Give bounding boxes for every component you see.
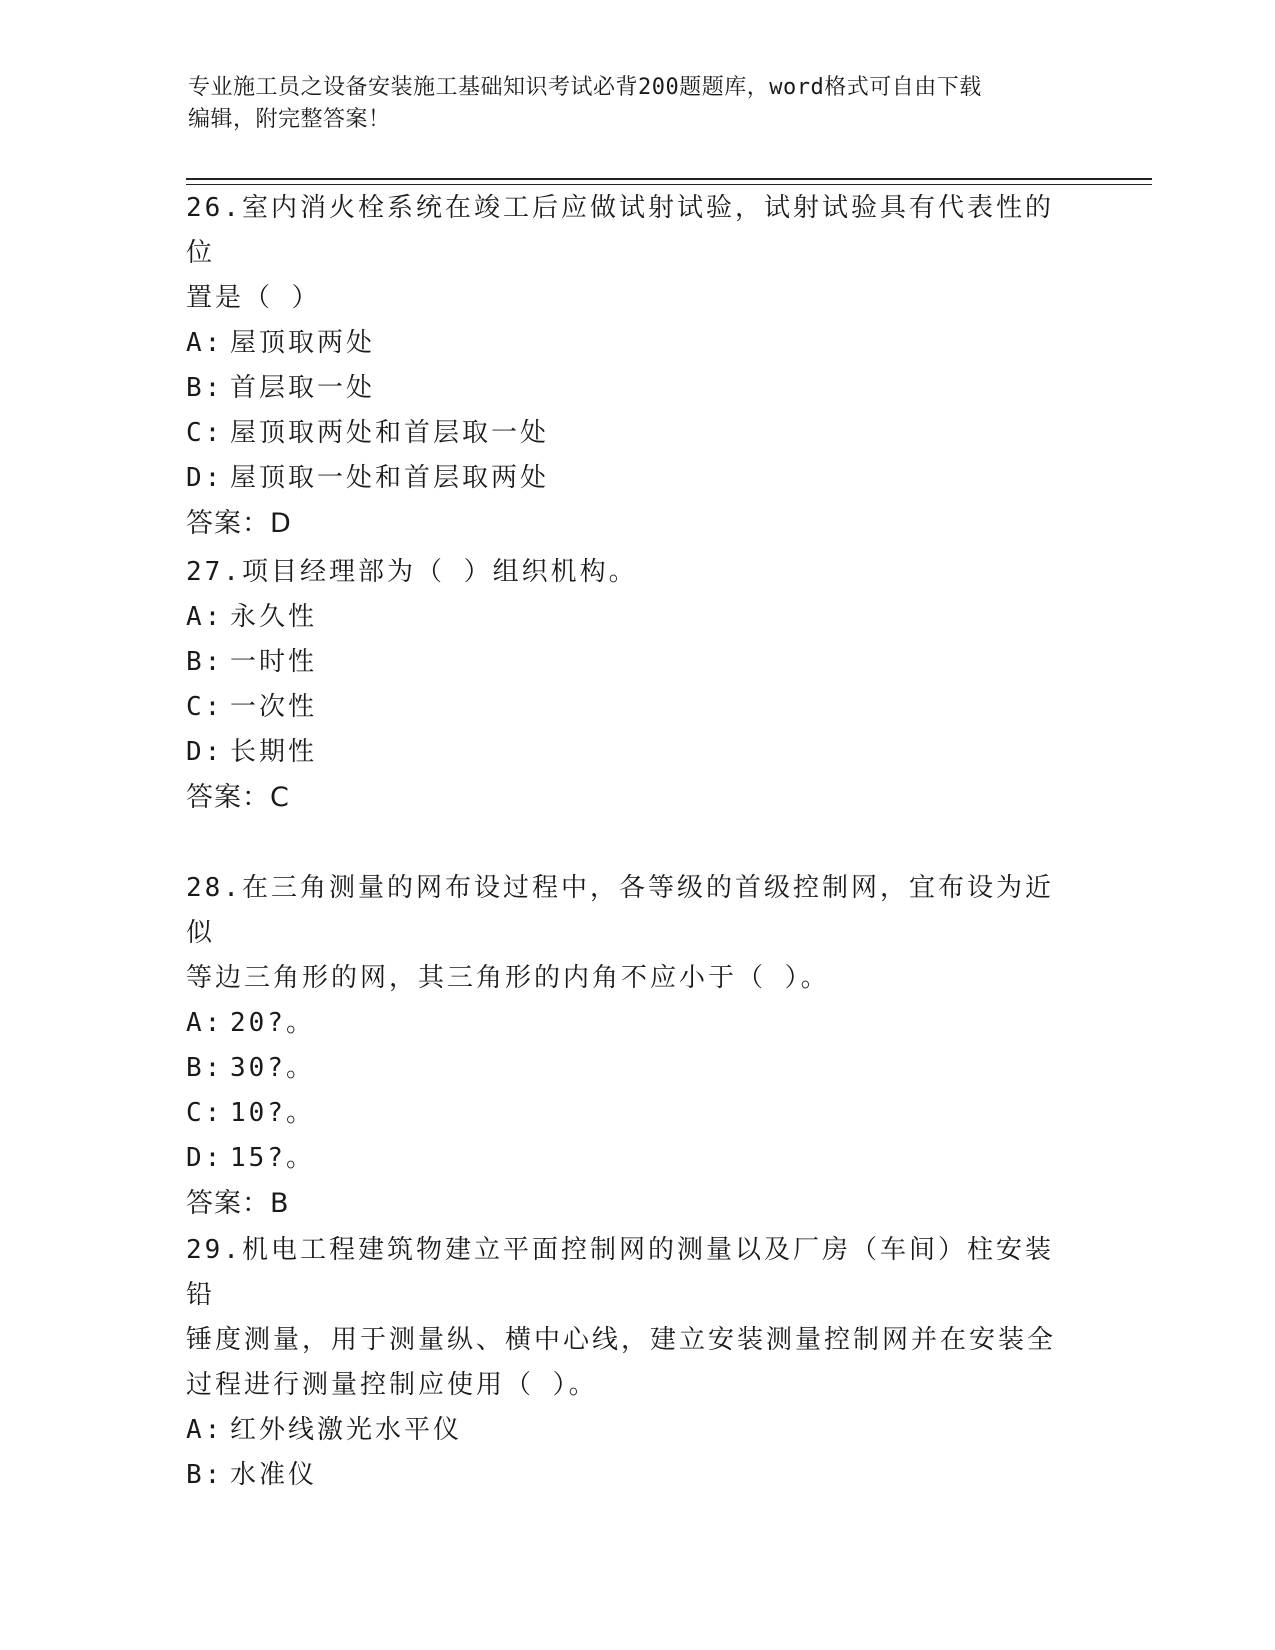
question-stem-line: 锤度测量，用于测量纵、横中心线，建立安装测量控制网并在安装全 bbox=[186, 1325, 1057, 1355]
option-key: A: bbox=[186, 602, 224, 632]
option-text: 20?。 bbox=[230, 1008, 315, 1038]
option-text: 一时性 bbox=[230, 647, 318, 677]
answer-line: 答案：C bbox=[186, 782, 290, 813]
option-text: 红外线激光水平仪 bbox=[230, 1415, 463, 1445]
option-text: 屋顶取两处和首层取一处 bbox=[230, 418, 550, 448]
option-b bbox=[186, 1453, 1076, 1498]
header-rule-thick bbox=[186, 178, 1152, 180]
question-27 bbox=[186, 550, 1076, 820]
option-text: 水准仪 bbox=[230, 1460, 318, 1490]
question-stem-line: 29.机电工程建筑物建立平面控制网的测量以及厂房（车间）柱安装铅 bbox=[186, 1235, 1054, 1310]
option-key: C: bbox=[186, 418, 224, 448]
option-key: A: bbox=[186, 1008, 224, 1038]
option-d bbox=[186, 1136, 1076, 1181]
option-key: A: bbox=[186, 1415, 224, 1445]
option-a bbox=[186, 1408, 1076, 1453]
option-key: B: bbox=[186, 1053, 224, 1083]
question-stem-line: 27.项目经理部为（ ）组织机构。 bbox=[186, 557, 638, 587]
option-text: 15?。 bbox=[230, 1143, 315, 1173]
answer-line: 答案：D bbox=[186, 508, 292, 539]
option-key: C: bbox=[186, 692, 224, 722]
question-28 bbox=[186, 866, 1076, 1226]
question-stem-line: 等边三角形的网，其三角形的内角不应小于（ ）。 bbox=[186, 963, 830, 993]
option-a bbox=[186, 1001, 1076, 1046]
option-key: A: bbox=[186, 328, 224, 358]
option-c bbox=[186, 685, 1076, 730]
option-text: 屋顶取一处和首层取两处 bbox=[230, 463, 550, 493]
header-line-1: 专业施工员之设备安装施工基础知识考试必背200题题库，word格式可自由下载 bbox=[188, 75, 982, 100]
option-text: 一次性 bbox=[230, 692, 318, 722]
answer-line: 答案：B bbox=[186, 1188, 290, 1219]
option-text: 永久性 bbox=[230, 602, 318, 632]
option-key: D: bbox=[186, 463, 224, 493]
option-key: D: bbox=[186, 1143, 224, 1173]
option-text: 屋顶取两处 bbox=[230, 328, 376, 358]
option-text: 长期性 bbox=[230, 737, 318, 767]
header-line-2: 编辑，附完整答案！ bbox=[188, 107, 391, 132]
option-text: 首层取一处 bbox=[230, 373, 376, 403]
option-key: B: bbox=[186, 373, 224, 403]
option-b bbox=[186, 1046, 1076, 1091]
document-header bbox=[188, 72, 1068, 136]
option-b bbox=[186, 640, 1076, 685]
option-b bbox=[186, 366, 1076, 411]
option-key: B: bbox=[186, 647, 224, 677]
question-stem-line: 置是（ ） bbox=[186, 283, 321, 313]
question-stem-line: 28.在三角测量的网布设过程中，各等级的首级控制网，宜布设为近似 bbox=[186, 873, 1054, 948]
option-c bbox=[186, 411, 1076, 456]
option-a bbox=[186, 321, 1076, 366]
question-26 bbox=[186, 186, 1076, 546]
option-key: B: bbox=[186, 1460, 224, 1490]
question-stem-line: 过程进行测量控制应使用（ ）。 bbox=[186, 1370, 598, 1400]
option-d bbox=[186, 456, 1076, 501]
option-key: C: bbox=[186, 1098, 224, 1128]
question-29 bbox=[186, 1228, 1076, 1498]
option-text: 10?。 bbox=[230, 1098, 315, 1128]
header-rule-thin bbox=[186, 184, 1152, 185]
option-key: D: bbox=[186, 737, 224, 767]
option-d bbox=[186, 730, 1076, 775]
option-c bbox=[186, 1091, 1076, 1136]
question-stem-line: 26.室内消火栓系统在竣工后应做试射试验，试射试验具有代表性的位 bbox=[186, 193, 1054, 268]
option-text: 30?。 bbox=[230, 1053, 315, 1083]
option-a bbox=[186, 595, 1076, 640]
